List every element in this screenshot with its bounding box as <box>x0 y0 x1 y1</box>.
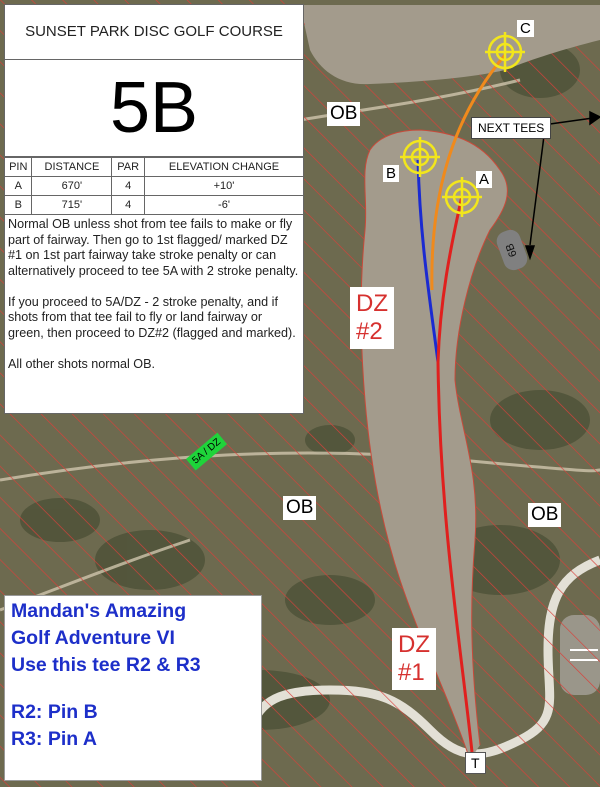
dz2-label-line: #2 <box>356 318 383 345</box>
info-line: Use this tee R2 & R3 <box>11 654 201 676</box>
round-line: R2: Pin B <box>11 701 98 723</box>
table-header-cell: PIN <box>5 158 32 177</box>
table-header-cell: PAR <box>112 158 145 177</box>
table-cell: +10' <box>144 177 303 196</box>
round-line: R3: Pin A <box>11 728 97 750</box>
rule-paragraph: If you proceed to 5A/DZ - 2 stroke penalty, and if shots from that tee fail to fly or land fairway or green, then proceed to DZ#2 (flagged and marked). <box>8 294 296 340</box>
table-cell: 670' <box>32 177 112 196</box>
dz2-label-line: DZ <box>356 290 388 317</box>
info-line: Mandan's Amazing <box>11 600 187 622</box>
hole-info-panel <box>4 4 304 414</box>
event-info-box <box>4 595 262 781</box>
ob-label: OB <box>327 102 360 126</box>
dz1-label-line: #1 <box>398 659 425 686</box>
table-cell: 4 <box>112 196 145 215</box>
rule-paragraph: All other shots normal OB. <box>8 356 155 371</box>
dz2-label <box>350 287 394 349</box>
table-cell: A <box>5 177 32 196</box>
table-cell: 4 <box>112 177 145 196</box>
table-cell: 715' <box>32 196 112 215</box>
table-cell: B <box>5 196 32 215</box>
table-row <box>5 196 303 215</box>
course-title: SUNSET PARK DISC GOLF COURSE <box>5 5 303 60</box>
table-header-cell: ELEVATION CHANGE <box>144 158 303 177</box>
tee-6b-label: 6B <box>504 241 520 259</box>
table-cell: -6' <box>144 196 303 215</box>
rules-text <box>5 215 303 374</box>
ob-label: OB <box>528 503 561 527</box>
tee-marker: T <box>465 752 486 774</box>
table-header-cell: DISTANCE <box>32 158 112 177</box>
dz1-label-line: DZ <box>398 631 430 658</box>
tee-5a-marker: 5A / DZ <box>186 432 227 470</box>
hole-number: 5B <box>5 60 303 157</box>
table-row <box>5 177 303 196</box>
pin-a-label: A <box>476 171 492 188</box>
pin-c-label: C <box>517 20 534 37</box>
dz1-label <box>392 628 436 690</box>
next-tees-label: NEXT TEES <box>471 117 551 139</box>
table-header-row <box>5 158 303 177</box>
pin-b-label: B <box>383 165 399 182</box>
ob-label: OB <box>283 496 316 520</box>
pin-table <box>5 157 303 215</box>
info-line: Golf Adventure VI <box>11 627 175 649</box>
rule-paragraph: Normal OB unless shot from tee fails to make or fly part of fairway. Then go to 1st flagged/ marked DZ #1 on 1st part fairway take stroke penalty or can alternatively proceed to tee 5A with 2 stroke penalty. <box>8 217 299 278</box>
